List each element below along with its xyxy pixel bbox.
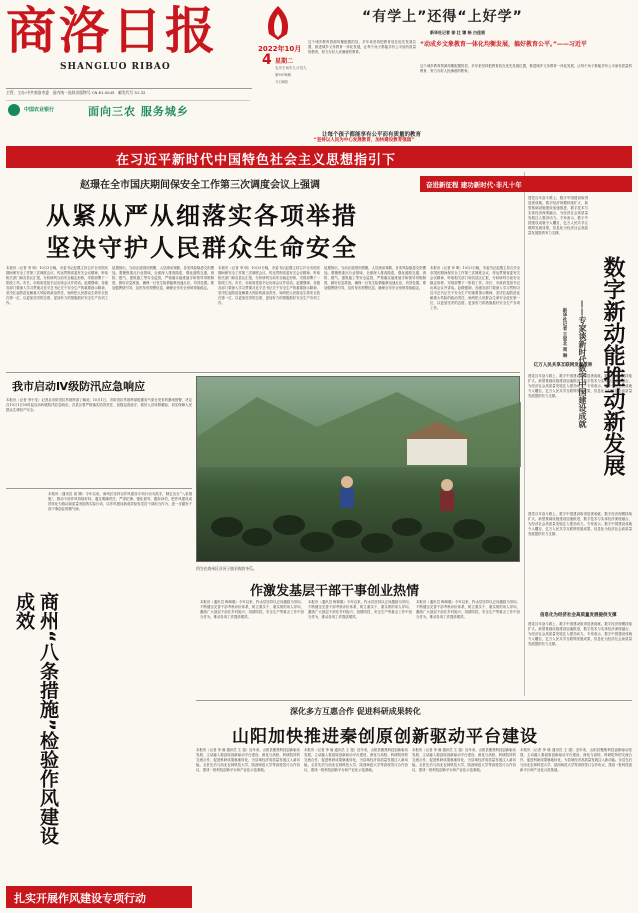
story5-rule — [196, 700, 632, 701]
top-right-byline: 新华社记者 徐 壮 谭 畅 白佳丽 — [430, 30, 485, 35]
right-section-tag: 奋进新征程 建功新时代·非凡十年 — [420, 176, 632, 192]
right-feature-body-2: 建党百年奋斗路上，数字中国建设取得显著成就。数字经济规模持续扩大，新型基础设施建设加速推进，数字技术与实体经济深度融合，为经济社会高质量发展注入强劲动力。专家表示，数字中国建设成就令人瞩目，亿万人民共享互联网发展成果，信息化为经济社会高质量发展提供有力支撑。 — [528, 374, 632, 398]
lead-body-col-1: 本报讯（记者 李 明）10月3日晚，市委书记赵璟主持召开全市国庆期间保安全工作第三次调度会议，传达贯彻省委有关会议精神，听取相关部门和各县区汇报，分析研判当前安全稳定形势，安排部署下一阶段工作。市长、市政府党组书记出席会议并讲话。赵璟强调，各级各部门要深入学习贯彻习近平总书记关于安全生产的重要指示精神，坚决扛起防范化解重大风险的政治责任，始终把人民群众生命安全放在第一位，以更加坚决的态度、更加有力的措施抓好安全生产各项工作。 — [6, 266, 108, 305]
right-feature-byline: 新华社记者 王思北 周 琳 — [562, 308, 567, 358]
story4-title: 作激发基层干部干事创业热情 — [250, 584, 420, 599]
masthead-rule — [6, 88, 252, 89]
issue-date-day: 4 — [262, 52, 272, 68]
story5-title: 山阳加快推进秦创原创新驱动平台建设 — [232, 727, 538, 747]
newspaper-logo-icon — [260, 4, 296, 42]
right-feature-body-3: 建党百年奋斗路上，数字中国建设取得显著成就。数字经济规模持续扩大，新型基础设施建设加速推进，数字技术与实体经济深度融合，为经济社会高质量发展注入强劲动力。专家表示，数字中国建设成就令人瞩目，亿万人民共享互联网发展成果，信息化为经济社会高质量发展提供有力支撑。 — [528, 512, 632, 536]
bottom-left-banner-text: 扎实开展作风建设专项行动 — [14, 892, 146, 905]
story4-body-col-2: 本报讯（通讯员 梅林娟）今年以来，柞水县坚持以正向激励为导向，不断健全完善干部考核评价体系，树立重实干、重实绩的用人导向，激励广大基层干部在乡村振兴、疫情防控、安全生产等重点工作中担当作为，推动各项工作提质增效。 — [308, 600, 412, 619]
top-right-headline: “有学上”还得“上好学” — [362, 9, 523, 25]
bank-name: 中国农业银行 — [24, 107, 55, 113]
top-right-subhead: 让每个孩子都能享有公平而有质量的教育 — [322, 132, 422, 138]
lead-kicker: 赵璟在全市国庆期间保安全工作第三次调度会议上强调 — [80, 180, 320, 191]
top-right-banner: “坚持以人民为中心发展教育，加快建设教育强国” — [313, 138, 415, 143]
story5-body-col-2: 本报讯（记者 李 瑜 通讯员 王 超）近年来，山阳县聚焦科技创新驱动发展，主动融入秦创原创新驱动平台建设，深化与高校、科研院所的交流合作，促进科研成果就地转化，为县域经济高质量发展注入新动能。全县先后与西北农林科技大学、陕西师范大学等高校签订合作协议，建成一批科技创新平台和产业化示范基地。 — [304, 748, 408, 772]
story3-body: 本报讯（通讯员 周 腾）今年以来，商州区坚持以作风建设专项行动为抓手，制定出台“八条措施”，推动干部作风持续好转。通过明确责任、严肃纪律、强化督导、跟踪问效，把作风建设成效转化为推动高质量发展的实际行动，以作风建设新成效检验党员干部担当作为，进一步激发干部干事创业的精气神。 — [48, 492, 192, 511]
right-feature-body-4: 建党百年奋斗路上，数字中国建设取得显著成就。数字经济规模持续扩大，新型基础设施建设加速推进，数字技术与实体经济深度融合，为经济社会高质量发展注入强劲动力。专家表示，数字中国建设成就令人瞩目，亿万人民共享互联网发展成果，信息化为经济社会高质量发展提供有力支撑。 — [528, 622, 632, 646]
bank-logo-icon — [8, 104, 20, 116]
masthead-title: 商洛日报 — [6, 1, 218, 60]
lead-title-line-1: 从紧从严从细落实各项举措 — [46, 202, 358, 230]
bank-slogan: 面向三农 服务城乡 — [88, 105, 189, 118]
issue-date-year-month: 2022年10月 — [258, 45, 302, 53]
right-feature-body-1: 建党百年奋斗路上，数字中国建设取得显著成就。数字经济规模持续扩大，新型基础设施建设加速推进，数字技术与实体经济深度融合，为经济社会高质量发展注入强劲动力。专家表示，数字中国建设成就令人瞩目，亿万人民共享互联网发展成果，信息化为经济社会高质量发展提供有力支撑。 — [528, 196, 588, 235]
sponsor-text: 主管、主办:中共商洛市委 — [6, 90, 50, 95]
postal-code: 邮发代号 51-32 — [118, 90, 146, 95]
story2-title: 我市启动Ⅳ级防汛应急响应 — [12, 380, 146, 393]
masthead-pinyin: SHANGLUO RIBAO — [60, 62, 171, 72]
issue-number: 第5976期 — [275, 73, 291, 77]
news-photo — [196, 376, 520, 562]
cn-number: 国内统一连续出版物号 CN 61-0045 — [52, 90, 115, 95]
story5-kicker: 深化多方互惠合作 促进科研成果转化 — [290, 707, 421, 716]
top-right-body-right: 这个城乡教育资源均衡配置的县，多年来坚持把教育放在优先发展位置，推进城乡义务教育一体化发展，让每个孩子都能享有公平而有质量的教育，努力办好人民满意的教育。 — [420, 64, 632, 73]
story5-body-col-1: 本报讯（记者 李 瑜 通讯员 王 超）近年来，山阳县聚焦科技创新驱动发展，主动融入秦创原创新驱动平台建设，深化与高校、科研院所的交流合作，促进科研成果就地转化，为县域经济高质量发展注入新动能。全县先后与西北农林科技大学、陕西师范大学等高校签订合作协议，建成一批科技创新平台和产业化示范基地。 — [196, 748, 300, 772]
bank-ad — [6, 100, 250, 118]
lead-body-col-3: 本报讯（记者 李 明）10月3日晚，市委书记赵璟主持召开全市国庆期间保安全工作第三次调度会议，传达贯彻省委有关会议精神，听取相关部门和各县区汇报，分析研判当前安全稳定形势，安排部署下一阶段工作。市长、市政府党组书记出席会议并讲话。赵璟强调，各级各部门要深入学习贯彻习近平总书记关于安全生产的重要指示精神，坚决扛起防范化解重大风险的政治责任，始终把人民群众生命安全放在第一位，以更加坚决的态度、更加有力的措施抓好安全生产各项工作。 — [218, 266, 320, 305]
story5-body-col-4: 本报讯（记者 李 瑜 通讯员 王 超）近年来，山阳县聚焦科技创新驱动发展，主动融入秦创原创新驱动平台建设，深化与高校、科研院所的交流合作，促进科研成果就地转化，为县域经济高质量发展注入新动能。全县先后与西北农林科技大学、陕西师范大学等高校签订合作协议，建成一批科技创新平台和产业化示范基地。 — [520, 748, 632, 772]
slogan-text: 在习近平新时代中国特色社会主义思想指引下 — [116, 153, 397, 168]
story5-body-col-3: 本报讯（记者 李 瑜 通讯员 王 超）近年来，山阳县聚焦科技创新驱动发展，主动融入秦创原创新驱动平台建设，深化与高校、科研院所的交流合作，促进科研成果就地转化，为县域经济高质量发展注入新动能。全县先后与西北农林科技大学、陕西师范大学等高校签订合作协议，建成一批科技创新平台和产业化示范基地。 — [412, 748, 516, 772]
right-col-rule — [524, 172, 525, 696]
top-right-quote: “动成乡文象教育一体化均衡发展，搞好教育公平。”——习近平 — [420, 41, 587, 48]
lead-title-line-2: 坚决守护人民群众生命安全 — [46, 234, 358, 262]
lead-body-col-5: 本报讯（记者 李 明）10月3日晚，市委书记赵璟主持召开全市国庆期间保安全工作第三次调度会议，传达贯彻省委有关会议精神，听取相关部门和各县区汇报，分析研判当前安全稳定形势，安排部署下一阶段工作。市长、市政府党组书记出席会议并讲话。赵璟强调，各级各部门要深入学习贯彻习近平总书记关于安全生产的重要指示精神，坚决扛起防范化解重大风险的政治责任，始终把人民群众生命安全放在第一位，以更加坚决的态度、更加有力的措施抓好安全生产各项工作。 — [430, 266, 520, 310]
story4-body-col-3: 本报讯（通讯员 梅林娟）今年以来，柞水县坚持以正向激励为导向，不断健全完善干部考核评价体系，树立重实干、重实绩的用人导向，激励广大基层干部在乡村振兴、疫情防控、安全生产等重点工作中担当作为，推动各项工作提质增效。 — [416, 600, 520, 619]
slogan-banner — [6, 146, 632, 168]
issue-weekday: 星期二 — [275, 58, 294, 65]
story2-body: 本报讯（记者 李小龙）记者从市防汛抗旱指挥部了解到，10月1日，市防汛抗旱指挥部根据省气象台发布的暴雨预警，决定自10月1日18时起启动Ⅳ级防汛应急响应。各县区要严格落实防汛责任，加强巡查值守，做好人员转移避险，切实保障人民群众生命财产安全。 — [6, 398, 192, 412]
story4-body-col-1: 本报讯（通讯员 梅林娟）今年以来，柞水县坚持以正向激励为导向，不断健全完善干部考核评价体系，树立重实干、重实绩的用人导向，激励广大基层干部在乡村振兴、疫情防控、安全生产等重点工作中担当作为，推动各项工作提质增效。 — [200, 600, 304, 619]
top-right-body-left: 这个城乡教育资源均衡配置的县，多年来坚持把教育放在优先发展位置，推进城乡义务教育一体化发展，让每个孩子都能享有公平而有质量的教育，努力办好人民满意的教育。 — [308, 40, 416, 54]
right-feature-subtitle: ——专家谈新时代数字中国建设成就 — [578, 300, 587, 428]
story2-rule — [6, 372, 520, 373]
story3-rule — [6, 488, 192, 489]
right-subhead-2: 信息化为经济社会高质量发展提供支撑 — [540, 613, 617, 618]
lead-body-col-2: 赵璟指出，当前正值国庆假期，人员流动频繁，各类风险隐患交织叠加。要聚焦重点行业领域，全面深入排查隐患，强化道路交通、消防、燃气、建筑施工等安全监管，严格落实值班值守和领导带班制度，做好应急准备，确保一旦发生险情能够迅速反应、有效处置。要加强舆情引导，及时发布预警信息，确保全市安全形势持续稳定。 — [112, 266, 214, 290]
story3-title: 商州“八条措施”检验作风建设成效 — [13, 592, 59, 845]
bottom-left-banner — [6, 886, 192, 908]
photo-caption: 图为在商州区沙河子镇采收的冬瓜。 — [196, 566, 257, 571]
issue-lunar-date: 农历壬寅年九月初九 — [275, 66, 307, 70]
right-feature-title: 数字新动能推动新发展 — [600, 256, 625, 476]
right-subhead-1: 亿万人民共享互联网发展成果 — [533, 363, 593, 368]
lead-body-col-4: 赵璟指出，当前正值国庆假期，人员流动频繁，各类风险隐患交织叠加。要聚焦重点行业领域，全面深入排查隐患，强化道路交通、消防、燃气、建筑施工等安全监管，严格落实值班值守和领导带班制度，做好应急准备，确保一旦发生险情能够迅速反应、有效处置。要加强舆情引导，及时发布预警信息，确保全市安全形势持续稳定。 — [324, 266, 426, 290]
issue-pages: 今日8版 — [275, 80, 288, 84]
masthead-info-line — [6, 90, 256, 96]
